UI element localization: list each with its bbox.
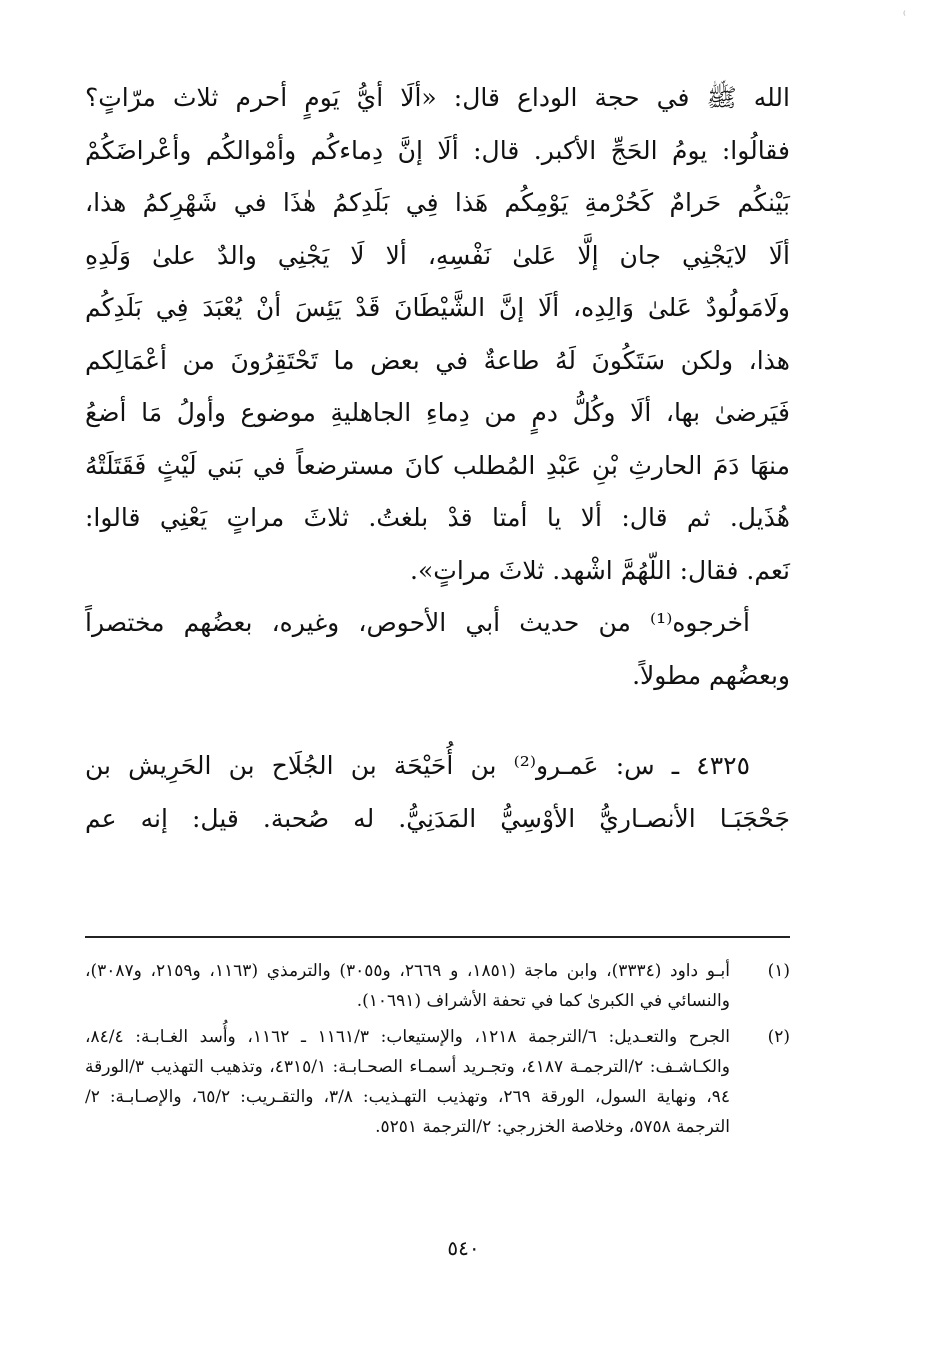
- text-line: ولَامَولُودٌ عَلىٰ وَالِدِه، ألَا إنَّ الشَّيْطَانَ قَدْ يَئِسَ أنْ يُعْبَدَ فِي بَلَدِكُم: [85, 293, 790, 322]
- takhrij-line: أخرجوه⁽¹⁾ من حديث أبي الأحوص، وغيره، بعضُهم مختصراً: [85, 608, 750, 637]
- text-line: فَيَرضىٰ بها، ألَا وكُلُّ دمٍ من دِماءِ الجاهليةِ موضوع وأولُ مَا أضعُ: [85, 398, 790, 427]
- page-number: ٥٤٠: [447, 1236, 480, 1260]
- entry-heading: ٤٣٢٥ ـ س: عَمـرو⁽²⁾ بن أُحَيْحَة بن الجُلَاح بن الحَرِيش بن: [85, 751, 750, 780]
- page-body: [85, 72, 790, 845]
- footnote-number: (٢): [767, 1027, 790, 1047]
- text-line: بَيْنكُم حَرامٌ كَحُرْمةِ يَوْمِكُم هَذا فِي بَلَدِكمُ هٰذَا في شَهْرِكمُ هذا،: [85, 188, 790, 217]
- hadith-text: [85, 72, 790, 845]
- text-line: منهَا دَمَ الحارثِ بْنِ عَبْدِ المُطلب كانَ مسترضعاً في بَني لَيْثٍ فَقَتَلَتْهُ: [85, 450, 790, 480]
- footnotes: [85, 956, 790, 1148]
- scan-mark: ⁽: [903, 8, 906, 22]
- takhrij-line: وبعضُهم مطولاً.: [632, 660, 790, 690]
- text-line: ألَا لايَجْنِي جان إلَّا عَلىٰ نَفْسِهِ، ألا لَا يَجْنِي والدٌ علىٰ وَلَدِهِ: [85, 240, 790, 270]
- entry-line: جَحْجَبَـا الأنصـاريُّ الأوْسِيُّ المَدَنِيُّ. له صُحبة. قيل: إنه عم: [85, 803, 790, 833]
- footnote-number: (١): [767, 961, 790, 981]
- footnote-text: أبـو داود (٣٣٣٤)، وابن ماجة (١٨٥١، و ٢٦٦٩، و٣٠٥٥) والترمذي (١١٦٣، و٢١٥٩، و٣٠٨٧)، والنسائي في الكبرىٰ كما في تحفة الأشراف (١٠٦٩١).: [85, 961, 730, 1011]
- footnote-text: الجرح والتعـديل: ٦/الترجمة ١٢١٨، والإستيعاب: ١١٦١/٣ ـ ١١٦٢، وأُسد الغـابـة: ٨٤/٤، والكـاشـف: ٢/الترجمـة ٤١٨٧، وتجـريد أسمـاء الصحـابـة: ٤٣١٥/١، وتذهيب التهذيب ٣/الورقة ٩٤، ونهاية السول، الورقة ٢٦٩، وتهذيب التهـذيب: ٣/٨، والتقـريب: ٦٥/٢، والإصـابـة: ٢/الترجمة ٥٧٥٨، وخلاصة الخزرجي: ٢/الترجمة ٥٢٥١.: [85, 1027, 731, 1137]
- footnote: [85, 1022, 790, 1142]
- section-gap: [85, 702, 790, 740]
- text-line: نَعم. فقال: اللّهُمَّ اشْهد. ثلاثَ مراتٍ».: [410, 555, 790, 585]
- text-line: هذا، ولكن سَتَكُونَ لَهُ طاعةٌ في بعض ما تَحْتَقِرُونَ من أعْمَالِكم: [85, 345, 790, 375]
- text-line: فقالُوا: يومُ الحَجِّ الأكبر. قال: ألَا إنَّ دِماءكُم وأمْوالكُم وأعْراضَكُمْ: [85, 135, 790, 165]
- footnote-divider: [85, 936, 790, 938]
- text-line: الله ﷺ في حجة الوداع قال: «ألَا أيُّ يَومٍ أحرم ثلاث مرّاتٍ؟: [85, 83, 790, 112]
- footnote: [85, 956, 790, 1016]
- text-line: هُذَيل. ثم قال: ألا يا أمتا قدْ بلغتُ. ثلاثَ مراتٍ يَعْنِي قالوا:: [85, 503, 790, 532]
